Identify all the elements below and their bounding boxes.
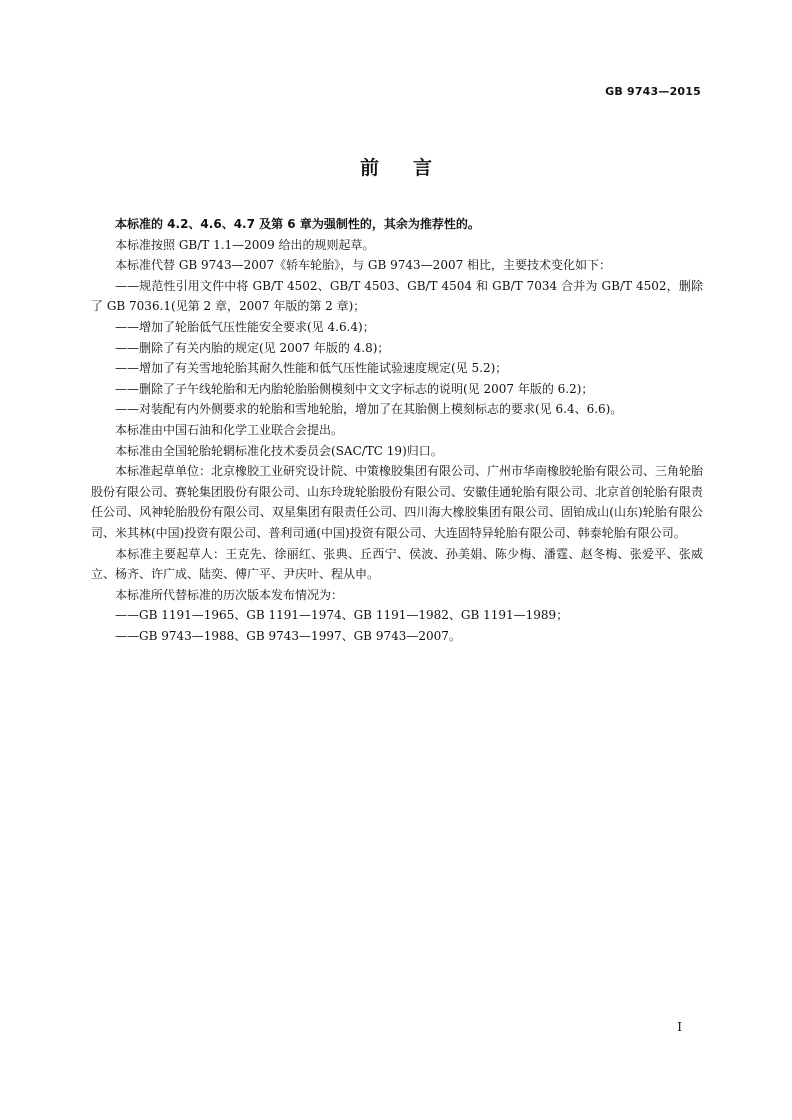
paragraph-replacement: 本标准代替 GB 9743—2007《轿车轮胎》，与 GB 9743—2007 相比，主要技术变化如下： <box>115 258 612 273</box>
paragraph-administered-by: 本标准由全国轮胎轮辋标准化技术委员会(SAC/TC 19)归口。 <box>115 443 443 458</box>
paragraph-mandatory-statement: 本标准的 4.2、4.6、4.7 及第 6 章为强制性的，其余为推荐性的。 <box>115 217 480 231</box>
list-item-change: ——删除了子午线轮胎和无内胎轮胎胎侧模刻中文文字标志的说明(见 2007 年版的 6.2)； <box>115 381 594 396</box>
list-item-change: ——对装配有内外侧要求的轮胎和雪地轮胎，增加了在其胎侧上模刻标志的要求(见 6.4、6.6)。 <box>115 402 623 417</box>
page-title: 前言 <box>359 157 466 179</box>
paragraph-proposed-by: 本标准由中国石油和化学工业联合会提出。 <box>115 422 344 437</box>
foreword-body <box>91 214 703 646</box>
list-item-history: ——GB 1191—1965、GB 1191—1974、GB 1191—1982、GB 1191—1989； <box>115 608 569 623</box>
list-item-change: ——规范性引用文件中将 GB/T 4502、GB/T 4503、GB/T 4504 和 GB/T 7034 合并为 GB/T 4502，删除了 GB 7036.1(见第 2 章，2007 年版的第 2 章)； <box>91 278 703 314</box>
list-item-change: ——删除了有关内胎的规定(见 2007 年版的 4.8)； <box>115 340 390 355</box>
list-item-history: ——GB 9743—1988、GB 9743—1997、GB 9743—2007。 <box>115 628 461 643</box>
list-item-change: ——增加了轮胎低气压性能安全要求(见 4.6.4)； <box>115 319 375 334</box>
page-number: I <box>677 1020 682 1034</box>
paragraph-history-intro: 本标准所代替标准的历次版本发布情况为： <box>115 587 344 602</box>
paragraph-drafters: 本标准主要起草人：王克先、徐丽红、张典、丘西宁、侯波、孙美娟、陈少梅、潘霆、赵冬梅、张爱平、张威立、杨齐、许广成、陆奕、傅广平、尹庆叶、程从申。 <box>91 546 703 582</box>
paragraph-drafting-units: 本标准起草单位：北京橡胶工业研究设计院、中策橡胶集团有限公司、广州市华南橡胶轮胎有限公司、三角轮胎股份有限公司、赛轮集团股份有限公司、山东玲珑轮胎股份有限公司、安徽佳通轮胎有限公司、北京首创轮胎有限责任公司、风神轮胎股份有限公司、双星集团有限责任公司、四川海大橡胶集团有限公司、固铂成山(山东)轮胎有限公司、米其林(中国)投资有限公司、普利司通(中国)投资有限公司、大连固特异轮胎有限公司、韩泰轮胎有限公司。 <box>91 464 704 540</box>
paragraph-drafting-rules: 本标准按照 GB/T 1.1—2009 给出的规则起草。 <box>115 237 375 252</box>
list-item-change: ——增加了有关雪地轮胎其耐久性能和低气压性能试验速度规定(见 5.2)； <box>115 361 508 376</box>
standard-code-header: GB 9743—2015 <box>605 85 701 98</box>
